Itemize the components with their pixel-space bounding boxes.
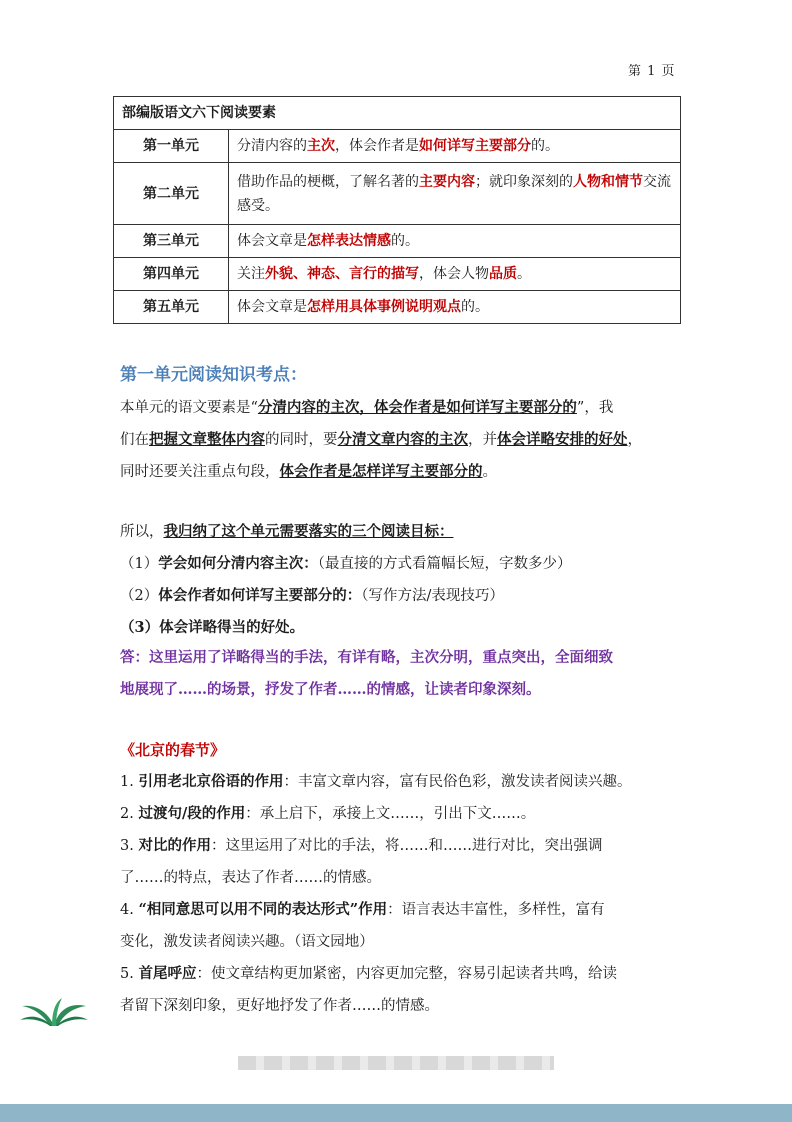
intro-line xyxy=(120,456,676,488)
text-segment: 5. xyxy=(120,966,139,982)
section2-items xyxy=(120,766,676,1022)
list-item-line xyxy=(120,830,676,862)
list-item-line xyxy=(120,958,676,990)
text-segment: （最直接的方式看篇幅长短，字数多少） xyxy=(317,556,572,572)
unit-name: 第二单元 xyxy=(114,163,229,225)
list-item-line xyxy=(120,766,676,798)
text-segment: 首尾呼应 xyxy=(138,965,197,982)
plain-text: 的。 xyxy=(531,138,559,154)
table-row xyxy=(114,258,681,291)
text-segment: 我归纳了这个单元需要落实的三个阅读目标： xyxy=(163,523,454,540)
unit-name: 第三单元 xyxy=(114,225,229,258)
reading-goals xyxy=(120,548,676,644)
text-segment: “相同意思可以用不同的表达形式”作用 xyxy=(138,901,388,918)
plain-text: 的。 xyxy=(461,299,489,315)
text-segment: 。 xyxy=(482,464,497,480)
blurred-footer-text xyxy=(238,1056,554,1070)
text-segment: ”，我 xyxy=(576,400,614,416)
text-segment: 分清文章内容的主次 xyxy=(337,431,468,448)
text-segment: 的同时，要 xyxy=(265,432,338,448)
plain-text: 关注 xyxy=(237,266,265,282)
text-segment: （写作方法/表现技巧） xyxy=(361,588,504,604)
goal-line xyxy=(120,612,676,644)
text-segment: 4. xyxy=(120,902,139,918)
list-item-line xyxy=(120,798,676,830)
unit-name: 第五单元 xyxy=(114,291,229,324)
unit-element xyxy=(229,258,681,291)
unit-element xyxy=(229,225,681,258)
list-item-line xyxy=(120,862,676,894)
text-segment: 者留下深刻印象，更好地抒发了作者……的情感。 xyxy=(120,998,439,1014)
plain-text: 体会文章是 xyxy=(237,233,307,249)
table-row xyxy=(114,225,681,258)
plain-text: 分清内容的 xyxy=(237,138,307,154)
plain-text: 的。 xyxy=(391,233,419,249)
text-segment: 对比的作用 xyxy=(138,837,211,854)
text-segment: 们在 xyxy=(120,432,149,448)
text-segment: ：承上启下，承接上文……，引出下文……。 xyxy=(245,806,536,822)
plain-text: ；就印象深刻的 xyxy=(475,173,573,190)
text-segment: 本单元的语文要素是“ xyxy=(120,400,258,416)
table-row xyxy=(114,291,681,324)
palm-leaf-icon xyxy=(18,998,90,1028)
text-segment: （2） xyxy=(120,588,159,604)
text-segment: ：使文章结构更加紧密，内容更加完整，容易引起读者共鸣，给读 xyxy=(196,966,617,982)
highlight-text: 主要内容 xyxy=(419,173,475,190)
intro-line xyxy=(120,424,676,456)
text-segment: 变化，激发读者阅读兴趣。（语文园地） xyxy=(120,934,374,950)
text-segment: 过渡句/段的作用 xyxy=(138,805,246,822)
table-row xyxy=(114,130,681,163)
reading-elements-table xyxy=(113,96,681,324)
text-segment: 体会作者如何详写主要部分的： xyxy=(158,587,362,604)
section1-summary xyxy=(120,516,676,548)
section1-title: 第一单元阅读知识考点： xyxy=(120,365,307,385)
text-segment: 学会如何分清内容主次： xyxy=(158,555,318,572)
text-segment: 体会作者是怎样详写主要部分的 xyxy=(279,463,483,480)
page-number: 第 1 页 xyxy=(628,64,676,79)
list-item-line xyxy=(120,990,676,1022)
footer-bar xyxy=(0,1104,792,1122)
unit-name: 第一单元 xyxy=(114,130,229,163)
text-segment: 3. xyxy=(120,838,139,854)
text-segment: 分清内容的主次，体会作者是如何详写主要部分的 xyxy=(257,399,577,416)
text-segment: （1） xyxy=(120,556,159,572)
table-header-row xyxy=(114,97,681,130)
highlight-text: 外貌、神态、言行的描写 xyxy=(265,266,419,282)
section1-intro xyxy=(120,392,676,488)
text-segment: 所以， xyxy=(120,524,164,540)
text-segment: 引用老北京俗语的作用 xyxy=(138,773,284,790)
highlight-text: 怎样表达情感 xyxy=(307,233,391,249)
table-title: 部编版语文六下阅读要素 xyxy=(114,97,681,130)
goal-line xyxy=(120,580,676,612)
text-segment: ：丰富文章内容，富有民俗色彩，激发读者阅读兴趣。 xyxy=(283,774,632,790)
unit-name: 第四单元 xyxy=(114,258,229,291)
text-segment: 体会详略安排的好处 xyxy=(497,431,628,448)
unit-element xyxy=(229,130,681,163)
text-segment: ， xyxy=(627,432,642,448)
text-segment: 同时还要关注重点句段， xyxy=(120,464,280,480)
answer-template xyxy=(120,642,676,706)
highlight-text: 怎样用具体事例说明观点 xyxy=(307,299,461,315)
list-item-line xyxy=(120,894,676,926)
highlight-text: 人物和情节 xyxy=(573,173,643,190)
highlight-text: 如何详写主要部分 xyxy=(419,138,531,154)
highlight-text: 品质 xyxy=(489,266,517,282)
summary-line xyxy=(120,516,676,548)
text-segment: ：这里运用了对比的手法，将……和……进行对比，突出强调 xyxy=(210,838,603,854)
plain-text: 交流感受。 xyxy=(237,173,671,214)
text-segment: ：语言表达丰富性，多样性，富有 xyxy=(387,902,605,918)
table-row xyxy=(114,163,681,225)
answer-line: 地展现了……的场景，抒发了作者……的情感，让读者印象深刻。 xyxy=(120,681,541,698)
text-segment: （3）体会详略得当的好处。 xyxy=(120,619,305,636)
plain-text: 。 xyxy=(517,266,531,282)
unit-element xyxy=(229,291,681,324)
plain-text: ，体会作者是 xyxy=(335,138,419,154)
answer-line: 答：这里运用了详略得当的手法，有详有略，主次分明，重点突出，全面细致 xyxy=(120,649,613,666)
unit-element xyxy=(229,163,681,225)
plain-text: 体会文章是 xyxy=(237,299,307,315)
plain-text: ，体会人物 xyxy=(419,266,489,282)
plain-text: 借助作品的梗概，了解名著的 xyxy=(237,173,419,190)
text-segment: 2. xyxy=(120,806,139,822)
intro-line xyxy=(120,392,676,424)
goal-line xyxy=(120,548,676,580)
text-segment: 把握文章整体内容 xyxy=(149,431,265,448)
text-segment: 1. xyxy=(120,774,139,790)
text-segment: ，并 xyxy=(468,432,497,448)
list-item-line xyxy=(120,926,676,958)
section2-title-wrap xyxy=(120,734,676,766)
section2-title: 《北京的春节》 xyxy=(120,741,226,759)
text-segment: 了……的特点，表达了作者……的情感。 xyxy=(120,870,381,886)
highlight-text: 主次 xyxy=(307,138,335,154)
